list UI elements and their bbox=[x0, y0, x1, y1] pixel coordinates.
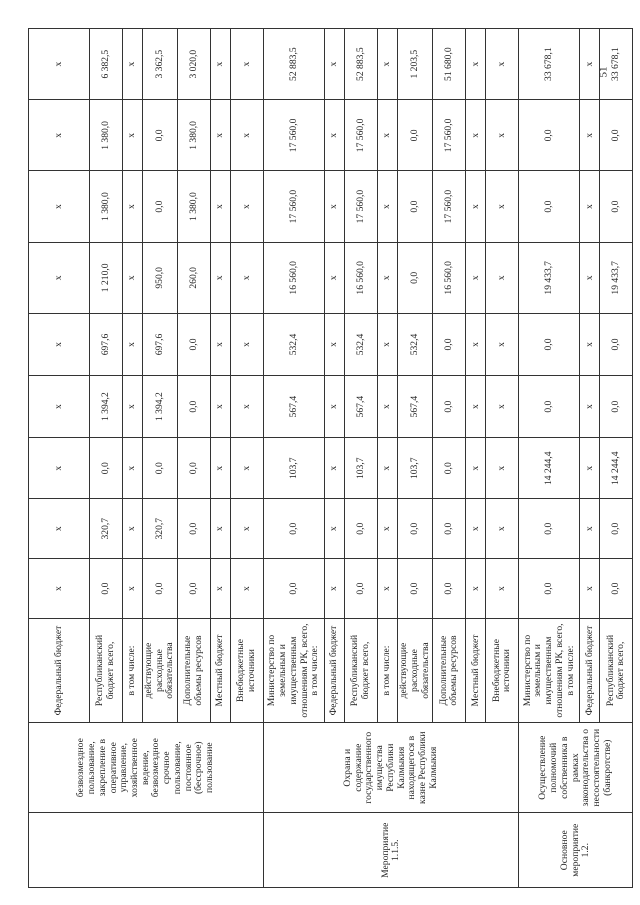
funding-source-cell: Местный бюджет bbox=[211, 619, 231, 723]
value-cell: x bbox=[325, 171, 345, 242]
value-cell: x bbox=[486, 171, 519, 242]
value-cell: 51 680,0 bbox=[433, 29, 466, 100]
value-cell: 33 678,1 bbox=[519, 29, 580, 100]
value-cell: x bbox=[29, 242, 90, 313]
value-cell: 532,4 bbox=[264, 313, 325, 375]
value-cell: x bbox=[466, 499, 486, 559]
value-cell: 19 433,7 bbox=[519, 242, 580, 313]
value-cell: x bbox=[486, 559, 519, 619]
value-cell: 52 883,5 bbox=[345, 29, 378, 100]
value-cell: x bbox=[378, 242, 398, 313]
value-cell: 567,4 bbox=[398, 376, 433, 438]
activity-code-cell: Основное мероприятие 1.2. bbox=[519, 813, 633, 888]
value-cell: x bbox=[378, 100, 398, 171]
value-cell: 0,0 bbox=[600, 100, 633, 171]
value-cell: x bbox=[466, 29, 486, 100]
value-cell: 0,0 bbox=[600, 313, 633, 375]
value-cell: 1 380,0 bbox=[178, 100, 211, 171]
funding-source-cell: Министерство по земельным и имущественным отношениям РК, всего, в том числе: bbox=[264, 619, 325, 723]
value-cell: 0,0 bbox=[519, 313, 580, 375]
value-cell: 0,0 bbox=[398, 242, 433, 313]
value-cell: 0,0 bbox=[398, 559, 433, 619]
value-cell: x bbox=[580, 100, 600, 171]
value-cell: x bbox=[123, 559, 143, 619]
value-cell: x bbox=[466, 100, 486, 171]
value-cell: x bbox=[378, 29, 398, 100]
value-cell: 16 560,0 bbox=[264, 242, 325, 313]
value-cell: x bbox=[325, 313, 345, 375]
value-cell: 14 244,4 bbox=[600, 438, 633, 499]
value-cell: x bbox=[325, 29, 345, 100]
budget-sheet bbox=[28, 28, 627, 888]
activity-name-cell: Осуществление полномочий собственника в рамках законодательства о несостоятельности (банкротстве) bbox=[519, 723, 633, 813]
value-cell: 0,0 bbox=[178, 376, 211, 438]
value-cell: 0,0 bbox=[519, 100, 580, 171]
value-cell: x bbox=[231, 438, 264, 499]
table-row bbox=[29, 29, 90, 888]
value-cell: x bbox=[325, 242, 345, 313]
table-row bbox=[519, 29, 580, 888]
value-cell: x bbox=[378, 376, 398, 438]
funding-source-cell: Дополнительные объемы ресурсов bbox=[178, 619, 211, 723]
value-cell: 0,0 bbox=[345, 499, 378, 559]
value-cell: x bbox=[211, 376, 231, 438]
funding-source-cell: в том числе: bbox=[123, 619, 143, 723]
value-cell: x bbox=[123, 171, 143, 242]
value-cell: 103,7 bbox=[398, 438, 433, 499]
funding-source-cell: действующие расходные обязательства bbox=[398, 619, 433, 723]
value-cell: x bbox=[580, 499, 600, 559]
funding-source-cell: Федеральный бюджет bbox=[29, 619, 90, 723]
value-cell: x bbox=[466, 242, 486, 313]
value-cell: x bbox=[211, 242, 231, 313]
value-cell: 1 380,0 bbox=[178, 171, 211, 242]
value-cell: 0,0 bbox=[600, 171, 633, 242]
value-cell: x bbox=[231, 499, 264, 559]
value-cell: x bbox=[378, 313, 398, 375]
value-cell: x bbox=[486, 29, 519, 100]
value-cell: x bbox=[580, 438, 600, 499]
funding-source-cell: Внебюджетные источники bbox=[486, 619, 519, 723]
value-cell: 33 678,1 bbox=[600, 29, 633, 100]
value-cell: 14 244,4 bbox=[519, 438, 580, 499]
funding-source-cell: в том числе: bbox=[378, 619, 398, 723]
activity-code-cell: Мероприятие 1.1.5. bbox=[264, 813, 519, 888]
value-cell: x bbox=[29, 171, 90, 242]
value-cell: 103,7 bbox=[264, 438, 325, 499]
value-cell: x bbox=[325, 100, 345, 171]
value-cell: x bbox=[231, 376, 264, 438]
value-cell: 0,0 bbox=[433, 438, 466, 499]
value-cell: x bbox=[211, 171, 231, 242]
value-cell: x bbox=[231, 559, 264, 619]
value-cell: 0,0 bbox=[178, 438, 211, 499]
value-cell: 0,0 bbox=[143, 438, 178, 499]
value-cell: 0,0 bbox=[519, 376, 580, 438]
funding-source-cell: Министерство по земельным и имущественным отношениям РК, всего, в том числе: bbox=[519, 619, 580, 723]
value-cell: 0,0 bbox=[264, 499, 325, 559]
value-cell: 1 203,5 bbox=[398, 29, 433, 100]
value-cell: x bbox=[29, 100, 90, 171]
value-cell: x bbox=[580, 559, 600, 619]
funding-source-cell: Республиканский бюджет всего, bbox=[345, 619, 378, 723]
value-cell: x bbox=[123, 100, 143, 171]
value-cell: x bbox=[486, 376, 519, 438]
value-cell: 0,0 bbox=[600, 499, 633, 559]
value-cell: x bbox=[580, 29, 600, 100]
value-cell: 0,0 bbox=[178, 559, 211, 619]
value-cell: x bbox=[231, 29, 264, 100]
value-cell: 0,0 bbox=[433, 499, 466, 559]
value-cell: 532,4 bbox=[398, 313, 433, 375]
value-cell: 1 210,0 bbox=[90, 242, 123, 313]
value-cell: x bbox=[378, 559, 398, 619]
funding-source-cell: Внебюджетные источники bbox=[231, 619, 264, 723]
value-cell: 567,4 bbox=[264, 376, 325, 438]
value-cell: 19 433,7 bbox=[600, 242, 633, 313]
value-cell: x bbox=[29, 376, 90, 438]
value-cell: x bbox=[29, 499, 90, 559]
funding-source-cell: Дополнительные объемы ресурсов bbox=[433, 619, 466, 723]
value-cell: 1 380,0 bbox=[90, 100, 123, 171]
value-cell: 52 883,5 bbox=[264, 29, 325, 100]
activity-name-cell: Охрана и содержание государственного имущества Республики Калмыкия находящегося в казне Республики Калмыкия bbox=[264, 723, 519, 813]
value-cell: x bbox=[580, 242, 600, 313]
value-cell: x bbox=[466, 313, 486, 375]
value-cell: x bbox=[486, 499, 519, 559]
value-cell: 0,0 bbox=[433, 559, 466, 619]
table-row bbox=[264, 29, 325, 888]
value-cell: 0,0 bbox=[398, 499, 433, 559]
value-cell: x bbox=[486, 242, 519, 313]
value-cell: x bbox=[466, 376, 486, 438]
page-number: 51 bbox=[597, 66, 610, 78]
funding-source-cell: Федеральный бюджет bbox=[580, 619, 600, 723]
value-cell: x bbox=[466, 559, 486, 619]
value-cell: 320,7 bbox=[143, 499, 178, 559]
value-cell: 3 362,5 bbox=[143, 29, 178, 100]
value-cell: 0,0 bbox=[178, 313, 211, 375]
value-cell: x bbox=[466, 438, 486, 499]
value-cell: x bbox=[231, 313, 264, 375]
funding-source-cell: действующие расходные обязательства bbox=[143, 619, 178, 723]
value-cell: 0,0 bbox=[600, 559, 633, 619]
value-cell: x bbox=[580, 313, 600, 375]
value-cell: x bbox=[211, 499, 231, 559]
value-cell: 260,0 bbox=[178, 242, 211, 313]
value-cell: 697,6 bbox=[90, 313, 123, 375]
activity-name-cell: безвозмездное пользование, закрепление в оперативное управление, хозяйственное ведение, безвозмездное срочное пользование, постоянное (бессрочное) пользование bbox=[29, 723, 264, 813]
value-cell: 0,0 bbox=[519, 499, 580, 559]
value-cell: x bbox=[325, 376, 345, 438]
value-cell: 6 382,5 bbox=[90, 29, 123, 100]
value-cell: 0,0 bbox=[264, 559, 325, 619]
funding-source-cell: Федеральный бюджет bbox=[325, 619, 345, 723]
value-cell: x bbox=[123, 242, 143, 313]
value-cell: 532,4 bbox=[345, 313, 378, 375]
activity-code-cell bbox=[29, 813, 264, 888]
value-cell: 320,7 bbox=[90, 499, 123, 559]
value-cell: x bbox=[580, 376, 600, 438]
value-cell: 17 560,0 bbox=[433, 171, 466, 242]
value-cell: 103,7 bbox=[345, 438, 378, 499]
value-cell: 1 380,0 bbox=[90, 171, 123, 242]
value-cell: 0,0 bbox=[143, 559, 178, 619]
value-cell: 1 394,2 bbox=[143, 376, 178, 438]
value-cell: x bbox=[211, 313, 231, 375]
funding-source-cell: Местный бюджет bbox=[466, 619, 486, 723]
value-cell: x bbox=[29, 29, 90, 100]
value-cell: x bbox=[378, 438, 398, 499]
value-cell: 0,0 bbox=[433, 376, 466, 438]
value-cell: 16 560,0 bbox=[345, 242, 378, 313]
value-cell: x bbox=[231, 100, 264, 171]
value-cell: 0,0 bbox=[433, 313, 466, 375]
value-cell: x bbox=[211, 29, 231, 100]
value-cell: x bbox=[486, 313, 519, 375]
value-cell: x bbox=[325, 438, 345, 499]
funding-source-cell: Республиканский бюджет всего, bbox=[90, 619, 123, 723]
value-cell: 0,0 bbox=[143, 100, 178, 171]
value-cell: 0,0 bbox=[519, 559, 580, 619]
budget-table bbox=[28, 28, 633, 888]
value-cell: x bbox=[123, 376, 143, 438]
value-cell: x bbox=[231, 171, 264, 242]
value-cell: 17 560,0 bbox=[264, 100, 325, 171]
value-cell: 0,0 bbox=[178, 499, 211, 559]
value-cell: x bbox=[325, 499, 345, 559]
value-cell: x bbox=[378, 499, 398, 559]
value-cell: 0,0 bbox=[345, 559, 378, 619]
value-cell: x bbox=[123, 438, 143, 499]
value-cell: x bbox=[211, 100, 231, 171]
value-cell: 0,0 bbox=[90, 559, 123, 619]
value-cell: 0,0 bbox=[600, 376, 633, 438]
value-cell: 697,6 bbox=[143, 313, 178, 375]
funding-source-cell: Республиканский бюджет всего, bbox=[600, 619, 633, 723]
value-cell: 3 020,0 bbox=[178, 29, 211, 100]
value-cell: x bbox=[123, 313, 143, 375]
value-cell: x bbox=[211, 559, 231, 619]
value-cell: x bbox=[486, 100, 519, 171]
value-cell: 16 560,0 bbox=[433, 242, 466, 313]
value-cell: x bbox=[580, 171, 600, 242]
value-cell: x bbox=[231, 242, 264, 313]
value-cell: 17 560,0 bbox=[345, 100, 378, 171]
value-cell: 17 560,0 bbox=[433, 100, 466, 171]
value-cell: x bbox=[123, 499, 143, 559]
value-cell: 567,4 bbox=[345, 376, 378, 438]
value-cell: 0,0 bbox=[398, 171, 433, 242]
value-cell: x bbox=[378, 171, 398, 242]
value-cell: x bbox=[123, 29, 143, 100]
value-cell: x bbox=[325, 559, 345, 619]
value-cell: 0,0 bbox=[519, 171, 580, 242]
value-cell: x bbox=[466, 171, 486, 242]
value-cell: 0,0 bbox=[143, 171, 178, 242]
value-cell: x bbox=[29, 559, 90, 619]
value-cell: x bbox=[211, 438, 231, 499]
value-cell: 950,0 bbox=[143, 242, 178, 313]
value-cell: 0,0 bbox=[90, 438, 123, 499]
value-cell: x bbox=[29, 438, 90, 499]
value-cell: x bbox=[486, 438, 519, 499]
value-cell: 1 394,2 bbox=[90, 376, 123, 438]
value-cell: 17 560,0 bbox=[264, 171, 325, 242]
value-cell: 17 560,0 bbox=[345, 171, 378, 242]
value-cell: 0,0 bbox=[398, 100, 433, 171]
value-cell: x bbox=[29, 313, 90, 375]
